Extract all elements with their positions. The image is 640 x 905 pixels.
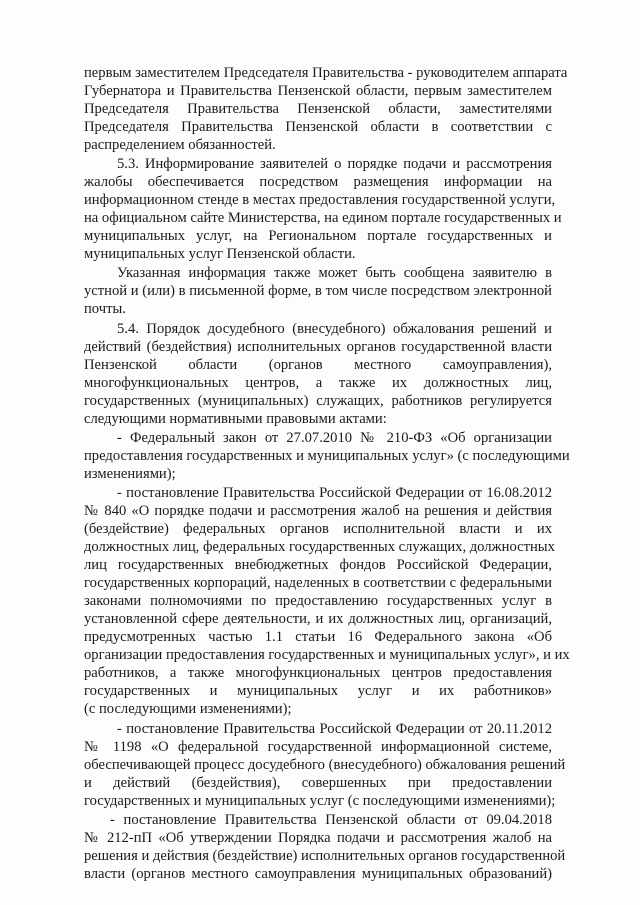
- text-line: № 1198 «О федеральной государственной информационной системе,: [84, 739, 552, 755]
- text-line: решения и действия (бездействие) исполнительных органов государственной: [84, 848, 566, 864]
- text-line: устной и (или) в письменной форме, в том числе посредством электронной: [84, 283, 552, 299]
- text-line: государственных и муниципальных услуг (с последующими изменениями);: [84, 793, 556, 809]
- text-line: первым заместителем Председателя Правительства - руководителем аппарата: [84, 65, 568, 81]
- text-line: - постановление Правительства Пензенской области от 09.04.2018: [110, 812, 552, 828]
- text-line: Пензенской области (органов местного самоуправления),: [84, 357, 552, 373]
- text-line: Председателя Правительства Пензенской области, заместителями: [84, 101, 552, 117]
- text-line: законами полномочиями по предоставлению государственных услуг в: [84, 593, 552, 609]
- text-line: государственных и муниципальных услуг и их работников»: [84, 683, 552, 699]
- text-line: распределением обязанностей.: [84, 137, 276, 153]
- text-line: почты.: [84, 301, 126, 317]
- text-line: обеспечивающей процесс досудебного (внесудебного) обжалования решений: [84, 757, 566, 773]
- text-line: (бездействие) федеральных органов исполнительной власти и их: [84, 521, 552, 537]
- text-line: организации предоставления государственных и муниципальных услуг», и их: [84, 647, 570, 663]
- text-line: лиц государственных внебюджетных фондов Российской Федерации,: [84, 557, 552, 573]
- text-line: изменениями);: [84, 466, 176, 482]
- text-line: - постановление Правительства Российской Федерации от 16.08.2012: [117, 485, 552, 501]
- text-line: действий (бездействия) исполнительных органов государственной власти: [84, 339, 552, 355]
- text-line: № 212-пП «Об утверждении Порядка подачи и рассмотрения жалоб на: [84, 830, 552, 846]
- text-line: предусмотренных частью 1.1 статьи 16 Федерального закона «Об: [84, 629, 552, 645]
- text-line: жалобы обеспечивается посредством размещения информации на: [84, 174, 552, 190]
- text-line: государственных корпораций, наделенных в соответствии с федеральными: [84, 575, 552, 591]
- text-line: и действий (бездействия), совершенных при предоставлении: [84, 775, 552, 791]
- text-line: многофункциональных центров, а также их должностных лиц,: [84, 375, 552, 391]
- text-line: муниципальных услуг Пензенской области.: [84, 246, 356, 262]
- text-line: государственных (муниципальных) служащих, работников регулируется: [84, 393, 552, 409]
- text-line: работников, а также многофункциональных центров предоставления: [84, 665, 552, 681]
- text-line: 5.4. Порядок досудебного (внесудебного) обжалования решений и: [117, 321, 552, 337]
- text-line: Губернатора и Правительства Пензенской области, первым заместителем: [84, 83, 552, 99]
- text-line: (с последующими изменениями);: [84, 701, 292, 717]
- text-line: муниципальных услуг, на Региональном портале государственных и: [84, 228, 552, 244]
- text-line: Председателя Правительства Пензенской области в соответствии с: [84, 119, 552, 135]
- text-line: информационном стенде в местах предоставления государственной услуги,: [84, 192, 556, 208]
- text-line: 5.3. Информирование заявителей о порядке подачи и рассмотрения: [117, 156, 552, 172]
- text-line: - Федеральный закон от 27.07.2010 № 210-ФЗ «Об организации: [117, 430, 552, 446]
- text-line: Указанная информация также может быть сообщена заявителю в: [117, 265, 552, 281]
- text-line: установленной сфере деятельности, и их должностных лиц, организаций,: [84, 611, 552, 627]
- text-line: № 840 «О порядке подачи и рассмотрения жалоб на решения и действия: [84, 503, 552, 519]
- text-line: должностных лиц, федеральных государственных служащих, должностных: [84, 539, 555, 555]
- text-line: - постановление Правительства Российской Федерации от 20.11.2012: [117, 721, 552, 737]
- text-line: следующими нормативными правовыми актами:: [84, 411, 387, 427]
- text-line: на официальном сайте Министерства, на едином портале государственных и: [84, 210, 562, 226]
- text-line: предоставления государственных и муниципальных услуг» (с последующими: [84, 448, 570, 464]
- text-line: власти (органов местного самоуправления муниципальных образований): [84, 866, 552, 882]
